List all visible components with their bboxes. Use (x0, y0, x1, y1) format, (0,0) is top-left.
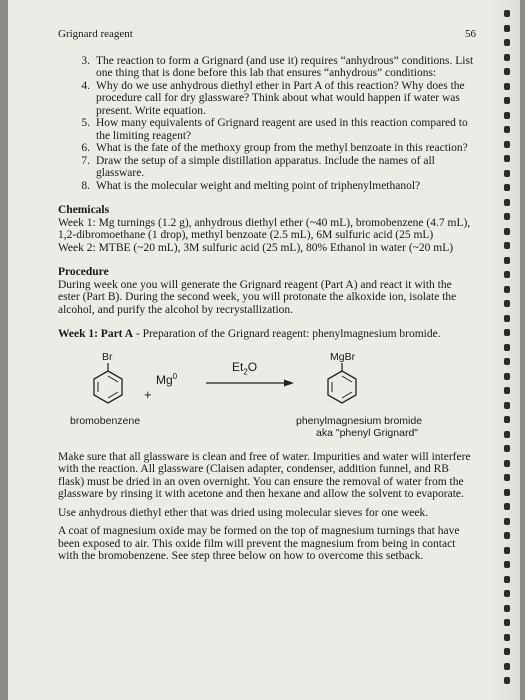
binding-hole (504, 97, 510, 104)
question-item: 6. What is the fate of the methoxy group from the methyl benzoate in this reaction? (81, 142, 468, 154)
binding-hole (504, 242, 510, 249)
running-title: Grignard reagent (58, 28, 133, 40)
week1-heading-rest: - Preparation of the Grignard reagent: phenylmagnesium bromide. (133, 328, 441, 340)
binding-hole (504, 373, 510, 380)
binding-hole (504, 300, 510, 307)
question-item: 8. What is the molecular weight and melting point of triphenylmethanol? (81, 179, 421, 192)
binding-hole (504, 25, 510, 32)
binding-hole (504, 112, 510, 119)
binding-hole (504, 503, 510, 510)
procedure-heading: Procedure (58, 266, 109, 278)
binding-hole (504, 344, 510, 351)
binding-hole (504, 68, 510, 75)
phenylmagnesium-bromide-structure (324, 363, 360, 405)
binding-hole (504, 126, 510, 133)
question-list (58, 55, 476, 193)
mgbr-substituent-label: MgBr (330, 350, 356, 363)
oxide-paragraph: A coat of magnesium oxide may be formed on the top of magnesium turnings that have been exposed to air. This oxide film will prevent the magnesium from being in contact with the bromobenzene. See step three below on how to overcome this setback. (58, 525, 460, 562)
binding-hole (504, 271, 510, 278)
binding-hole (504, 54, 510, 61)
binding-hole (504, 489, 510, 496)
binding-hole (504, 315, 510, 322)
page-content (58, 28, 476, 563)
binding-hole (504, 460, 510, 467)
product-alias: aka "phenyl Grignard" (316, 426, 419, 439)
binding-hole (504, 329, 510, 336)
binding-hole (504, 402, 510, 409)
binding-hole (504, 170, 510, 177)
binding-hole (504, 83, 510, 90)
chemicals-week2: Week 2: MTBE (~20 mL), 3M sulfuric acid (25 mL), 80% Ethanol in water (~20 mL) (58, 241, 454, 254)
binding-hole (504, 213, 510, 220)
ether-paragraph: Use anhydrous diethyl ether that was dried using molecular sieves for one week. (58, 506, 429, 519)
binding-hole (504, 184, 510, 191)
glassware-paragraph: Make sure that all glassware is clean and free of water. Impurities and water will interfere with the reaction. All glassware (Claisen adapter, condenser, addition funnel, and RB flask) must be dried in an oven overnight. You can ensure the removal of water from the glassware by rinsing it with acetone and then hexane and allow the solvent to evaporate. (58, 450, 471, 500)
reaction-scheme (58, 347, 476, 465)
bromo-substituent-label: Br (102, 350, 113, 363)
binding-hole (504, 431, 510, 438)
question-item: 7. Draw the setup of a simple distillation apparatus. Include the names of all glassware. (81, 154, 435, 179)
question-item: 4. Why do we use anhydrous diethyl ether in Part A of this reaction? Why does the procedure call for dry glassware? Think about what would happen if water was present. Write equation. (81, 79, 465, 117)
binding-hole (504, 228, 510, 235)
binding-hole (504, 445, 510, 452)
question-item: 3. The reaction to form a Grignard (and use it) requires “anhydrous” conditions. List one thing that is done before this lab that ensures “anhydrous” conditions: (81, 54, 474, 79)
plus-sign: + (144, 386, 152, 402)
binding-hole (504, 619, 510, 626)
binding-hole (504, 648, 510, 655)
binding-hole (504, 634, 510, 641)
binding-hole (504, 286, 510, 293)
chemicals-week1: Week 1: Mg turnings (1.2 g), anhydrous diethyl ether (~40 mL), bromobenzene (4.7 mL), 1,2-dibromoethane (1 drop), methyl benzoate (2.5 mL), 6M sulfuric acid (25 mL) (58, 216, 471, 241)
binding-hole (504, 155, 510, 162)
binding-hole (504, 605, 510, 612)
binding-hole (504, 576, 510, 583)
chemicals-heading: Chemicals (58, 204, 110, 216)
binding-hole (504, 199, 510, 206)
binding-hole (504, 257, 510, 264)
page-header (58, 28, 476, 41)
spiral-binding (504, 10, 510, 700)
document-page (8, 0, 520, 700)
bromobenzene-structure (90, 363, 126, 405)
reaction-arrow (206, 379, 294, 387)
binding-hole (504, 387, 510, 394)
binding-hole (504, 532, 510, 539)
binding-hole (504, 677, 510, 684)
binding-hole (504, 590, 510, 597)
page-number: 56 (465, 28, 476, 40)
binding-hole (504, 10, 510, 17)
binding-hole (504, 663, 510, 670)
binding-hole (504, 416, 510, 423)
binding-hole (504, 547, 510, 554)
binding-hole (504, 474, 510, 481)
magnesium-reagent: Mg$^0$ (156, 371, 178, 387)
question-item: 5. How many equivalents of Grignard reagent are used in this reaction compared to the limiting reagent? (81, 117, 468, 142)
week1-heading-bold: Week 1: Part A (58, 328, 134, 340)
procedure-text: During week one you will generate the Grignard reagent (Part A) and react it with the ester (Part B). During the second week, you will protonate the alkoxide ion, isolate the alcohol, and purify the alcohol by recrystallization. (58, 278, 457, 316)
binding-hole (504, 39, 510, 46)
solvent-label: $Et_2O$ (232, 359, 258, 376)
week1-heading (58, 328, 476, 341)
binding-hole (504, 561, 510, 568)
binding-hole (504, 141, 510, 148)
binding-hole (504, 358, 510, 365)
binding-hole (504, 518, 510, 525)
reactant-name: bromobenzene (70, 414, 141, 427)
product-name: phenylmagnesium bromide (296, 414, 423, 427)
